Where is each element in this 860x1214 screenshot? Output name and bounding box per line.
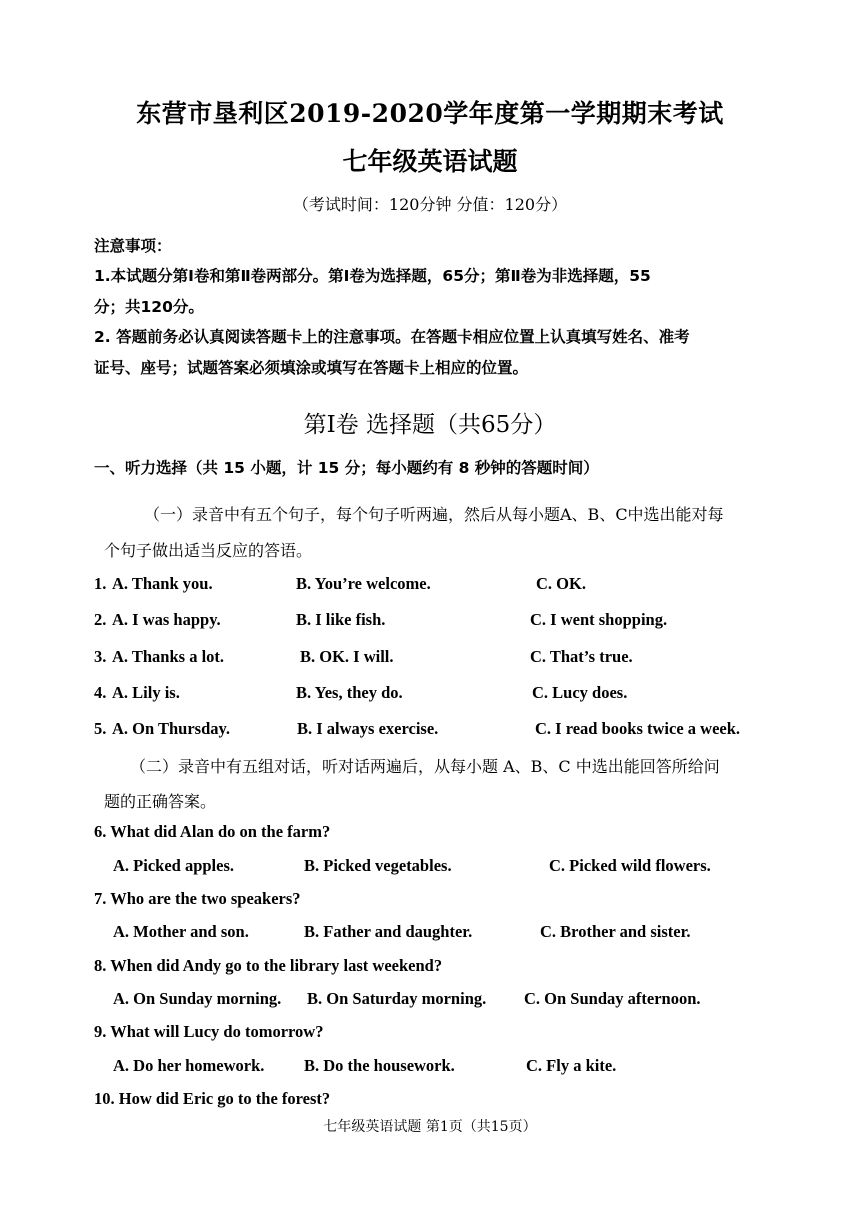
page-footer: 七年级英语试题 第1页（共15页）	[323, 1119, 537, 1135]
q7-option-a: A. Mother and son.	[113, 922, 249, 941]
exam-title: 东营市垦利区2019-2020学年度第一学期期末考试	[136, 99, 724, 128]
q6-stem: 6. What did Alan do on the farm?	[94, 822, 331, 841]
exam-subtitle: 七年级英语试题	[342, 147, 518, 176]
q8-option-a: A. On Sunday morning.	[113, 989, 282, 1008]
q4-num: 4.	[94, 683, 107, 702]
notice-line-1: 1.本试题分第Ⅰ卷和第Ⅱ卷两部分。第Ⅰ卷为选择题，65分；第Ⅱ卷为非选择题，55	[94, 267, 651, 285]
exam-info: （考试时间：120分钟 分值：120分）	[292, 195, 568, 214]
q10-stem: 10. How did Eric go to the forest?	[94, 1089, 331, 1108]
q9-option-a: A. Do her homework.	[113, 1056, 265, 1075]
q7-option-c: C. Brother and sister.	[540, 922, 691, 941]
q8-option-b: B. On Saturday morning.	[307, 989, 487, 1008]
q4-option-a: A. Lily is.	[112, 683, 180, 702]
q2-option-b: B. I like fish.	[296, 610, 386, 629]
sub2-instruction-line-2: 题的正确答案。	[104, 792, 217, 811]
q5-option-c: C. I read books twice a week.	[535, 719, 741, 738]
q2-option-a: A. I was happy.	[112, 610, 221, 629]
q3-num: 3.	[94, 647, 107, 666]
q4-option-c: C. Lucy does.	[532, 683, 628, 702]
q3-option-b: B. OK. I will.	[300, 647, 394, 666]
q6-option-a: A. Picked apples.	[113, 856, 235, 875]
q2-option-c: C. I went shopping.	[530, 610, 668, 629]
q2-num: 2.	[94, 610, 107, 629]
q9-stem: 9. What will Lucy do tomorrow?	[94, 1022, 324, 1041]
q9-option-c: C. Fly a kite.	[526, 1056, 617, 1075]
q7-stem: 7. Who are the two speakers?	[94, 889, 301, 908]
q7-option-b: B. Father and daughter.	[304, 922, 473, 941]
q8-option-c: C. On Sunday afternoon.	[524, 989, 701, 1008]
part-title: 一、听力选择（共 15 小题，计 15 分；每小题约有 8 秒钟的答题时间）	[94, 459, 599, 477]
q6-option-b: B. Picked vegetables.	[304, 856, 452, 875]
q1-num: 1.	[94, 574, 107, 593]
sub1-instruction-line-2: 个句子做出适当反应的答语。	[104, 541, 313, 560]
q3-option-c: C. That’s true.	[530, 647, 633, 666]
notice-line-4: 证号、座号；试题答案必须填涂或填写在答题卡上相应的位置。	[94, 359, 529, 377]
q5-option-b: B. I always exercise.	[297, 719, 439, 738]
notice-heading: 注意事项：	[94, 237, 172, 255]
q6-option-c: C. Picked wild flowers.	[549, 856, 711, 875]
section-title: 第Ⅰ卷 选择题（共65分）	[303, 412, 557, 438]
sub2-instruction-line-1: （二）录音中有五组对话，听对话两遍后，从每小题 A、B、C 中选出能回答所给问	[130, 757, 720, 776]
q8-stem: 8. When did Andy go to the library last weekend?	[94, 956, 443, 975]
q1-option-b: B. You’re welcome.	[296, 574, 431, 593]
q3-option-a: A. Thanks a lot.	[112, 647, 225, 666]
notice-line-2: 分；共120分。	[94, 298, 204, 316]
notice-line-3: 2. 答题前务必认真阅读答题卡上的注意事项。在答题卡相应位置上认真填写姓名、准考	[94, 328, 690, 346]
q4-option-b: B. Yes, they do.	[296, 683, 403, 702]
q5-num: 5.	[94, 719, 107, 738]
sub1-instruction-line-1: （一）录音中有五个句子，每个句子听两遍，然后从每小题A、B、C中选出能对每	[144, 505, 724, 524]
q9-option-b: B. Do the housework.	[304, 1056, 455, 1075]
q1-option-c: C. OK.	[536, 574, 586, 593]
q1-option-a: A. Thank you.	[112, 574, 213, 593]
q5-option-a: A. On Thursday.	[112, 719, 230, 738]
